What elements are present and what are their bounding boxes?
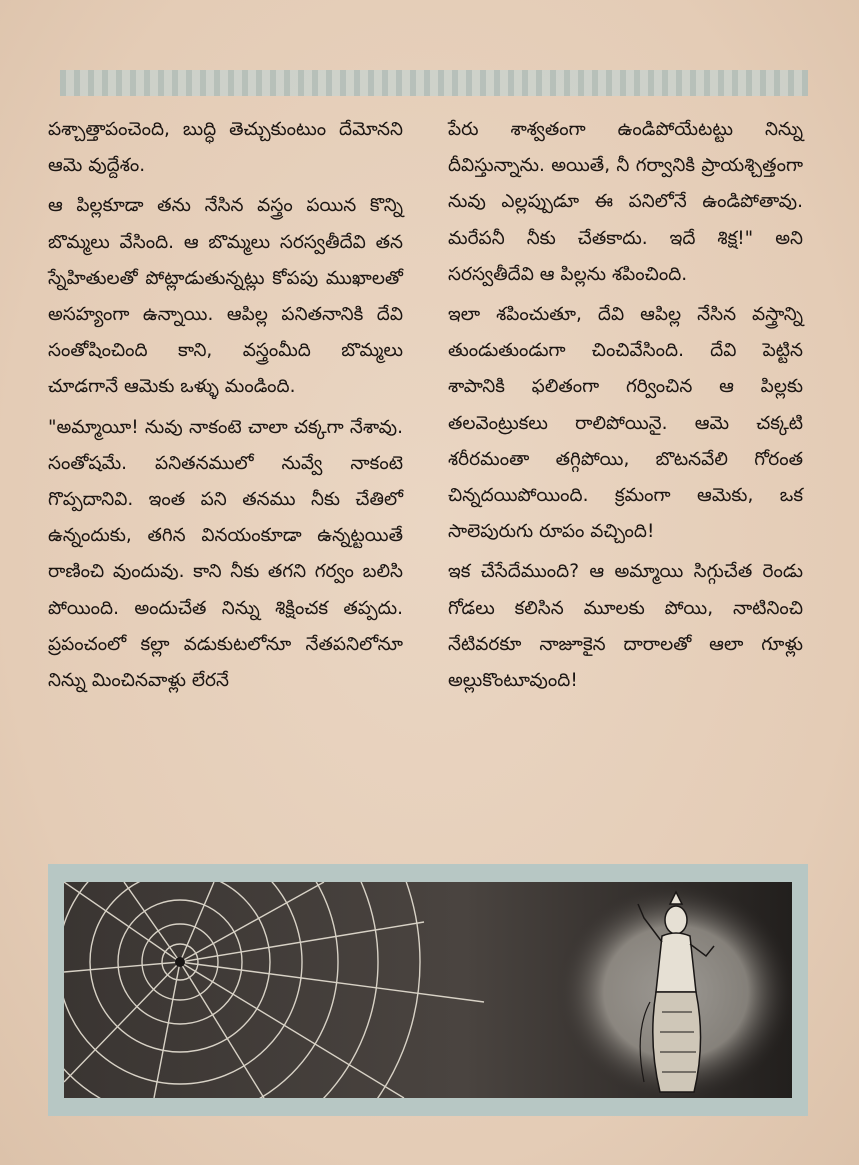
- decorative-border: [60, 70, 808, 96]
- paragraph: పేరు శాశ్వతంగా ఉండిపోయేటట్టు నిన్ను దీవిస్తున్నాను. అయితే, నీ గర్వానికి ప్రాయశ్చిత్తంగా నువు ఎల్లప్పుడూ ఈ పనిలోనే ఉండిపోతావు. మరేపనీ నీకు చేతకాదు. ఇదే శిక్ష!" అని సరస్వతీదేవి ఆ పిల్లను శపించింది.: [448, 119, 803, 285]
- paragraph: పశ్చాత్తాపంచెంది, బుద్ధి తెచ్చుకుంటుం దేమోనని ఆమె వుద్దేశం.: [48, 119, 403, 177]
- spider-icon: [175, 957, 185, 967]
- paragraph: ఇక చేసేదేముంది? ఆ అమ్మాయి సిగ్గుచేత రెండు గోడలు కలిసిన మూలకు పోయి, నాటినించి నేటివరకూ నాజూకైన దారాలతో ఆలా గూళ్లు అల్లుకొంటూవుంది!: [448, 561, 803, 692]
- paragraph: ఇలా శపించుతూ, దేవి ఆపిల్ల నేసిన వస్త్రాన్ని తుండుతుండుగా చించివేసింది. దేవి పెట్టిన శాపానికి ఫలితంగా గర్వించిన ఆ పిల్లకు తలవెంట్రుకలు రాలిపోయినై. ఆమె చక్కటి శరీరమంతా తగ్గిపోయి, బొటనవేలి గోరంత చిన్నదయిపోయింది. క్రమంగా ఆమెకు, ఒక సాలెపురుగు రూపం వచ్చింది!: [448, 304, 803, 543]
- paragraph: ఆ పిల్లకూడా తను నేసిన వస్త్రం పయిన కొన్ని బొమ్మలు వేసింది. ఆ బొమ్మలు సరస్వతీదేవి తన స్నేహితులతో పోట్లాడుతున్నట్లు కోపపు ముఖాలతో అసహ్యంగా ఉన్నాయి. ఆపిల్ల పనితనానికి దేవి సంతోషించింది కాని, వస్త్రంమీది బొమ్మలు చూడగానే ఆమెకు ఒళ్ళు మండింది.: [48, 195, 403, 398]
- left-column: [48, 112, 403, 703]
- paragraph: "అమ్మాయీ! నువు నాకంటె చాలా చక్కగా నేశావు. సంతోషమే. పనితనములో నువ్వే నాకంటె గొప్పదానివి. ఇంత పని తనము నీకు చేతిలో ఉన్నందుకు, తగిన వినయంకూడా ఉన్నట్టయితే రాణించి వుందువు. కాని నీకు తగని గర్వం బలిసి పోయింది. అందుచేత నిన్ను శిక్షించక తప్పదు. ప్రపంచంలో కల్లా వడుకుటలోనూ నేతపనిలోనూ నిన్ను మించినవాళ్లు లేరనే: [48, 416, 403, 692]
- right-column: [448, 112, 803, 703]
- illustration: [64, 882, 792, 1098]
